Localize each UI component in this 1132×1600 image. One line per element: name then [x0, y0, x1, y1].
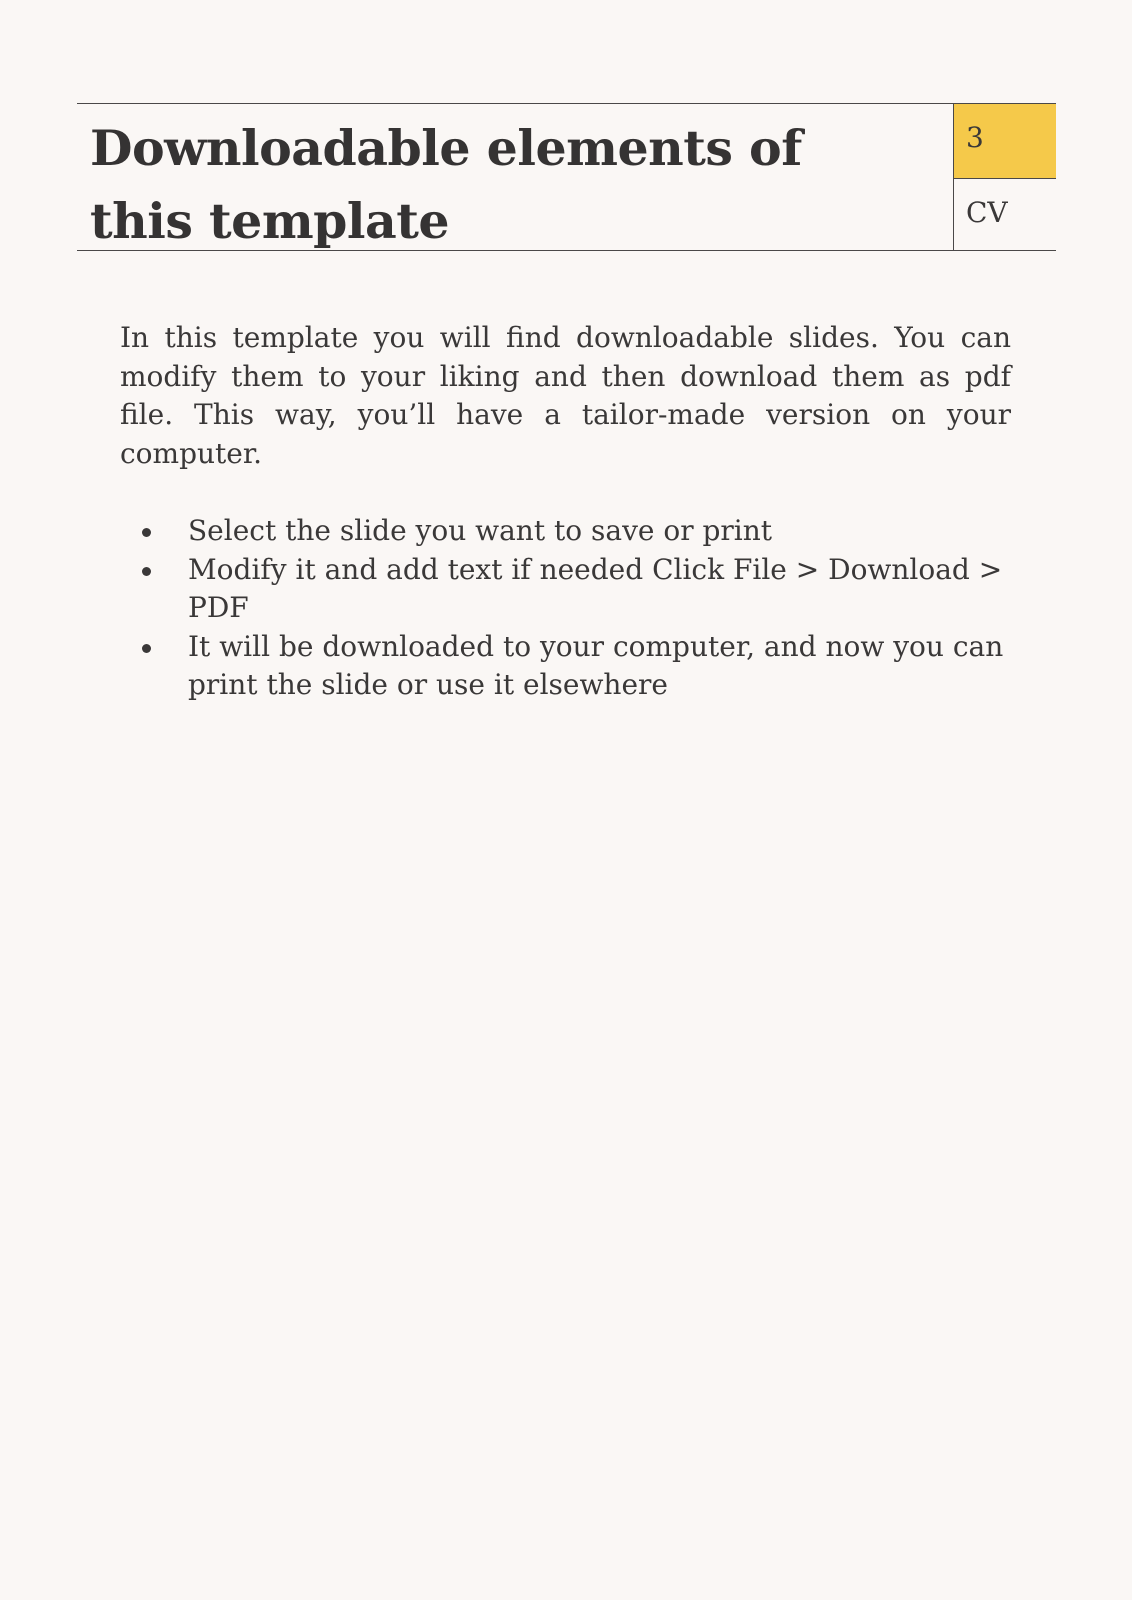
- list-item-text: Modify it and add text if needed Click File > Download > PDF: [188, 552, 1003, 624]
- page-number-box: 3: [954, 104, 1056, 179]
- intro-paragraph: In this template you will find downloadable slides. You can modify them to your liking and then download them as pdf file. This way, you’ll have a tailor-made version on your computer.: [120, 321, 1011, 470]
- header-side-panel: [953, 104, 1056, 250]
- list-item: [120, 512, 1011, 551]
- section-label: CV: [966, 196, 1008, 229]
- list-item-text: Select the slide you want to save or print: [188, 514, 773, 547]
- page-header: [77, 103, 1056, 251]
- bullet-icon: [142, 567, 151, 576]
- instruction-list: [120, 512, 1011, 705]
- page-title: Downloadable elements of this template: [90, 119, 802, 250]
- bullet-icon: [142, 644, 151, 653]
- list-item-text: It will be downloaded to your computer, and now you can print the slide or use it elsewhere: [188, 629, 1004, 701]
- list-item: [120, 551, 1011, 628]
- list-item: [120, 628, 1011, 705]
- bullet-icon: [142, 528, 151, 537]
